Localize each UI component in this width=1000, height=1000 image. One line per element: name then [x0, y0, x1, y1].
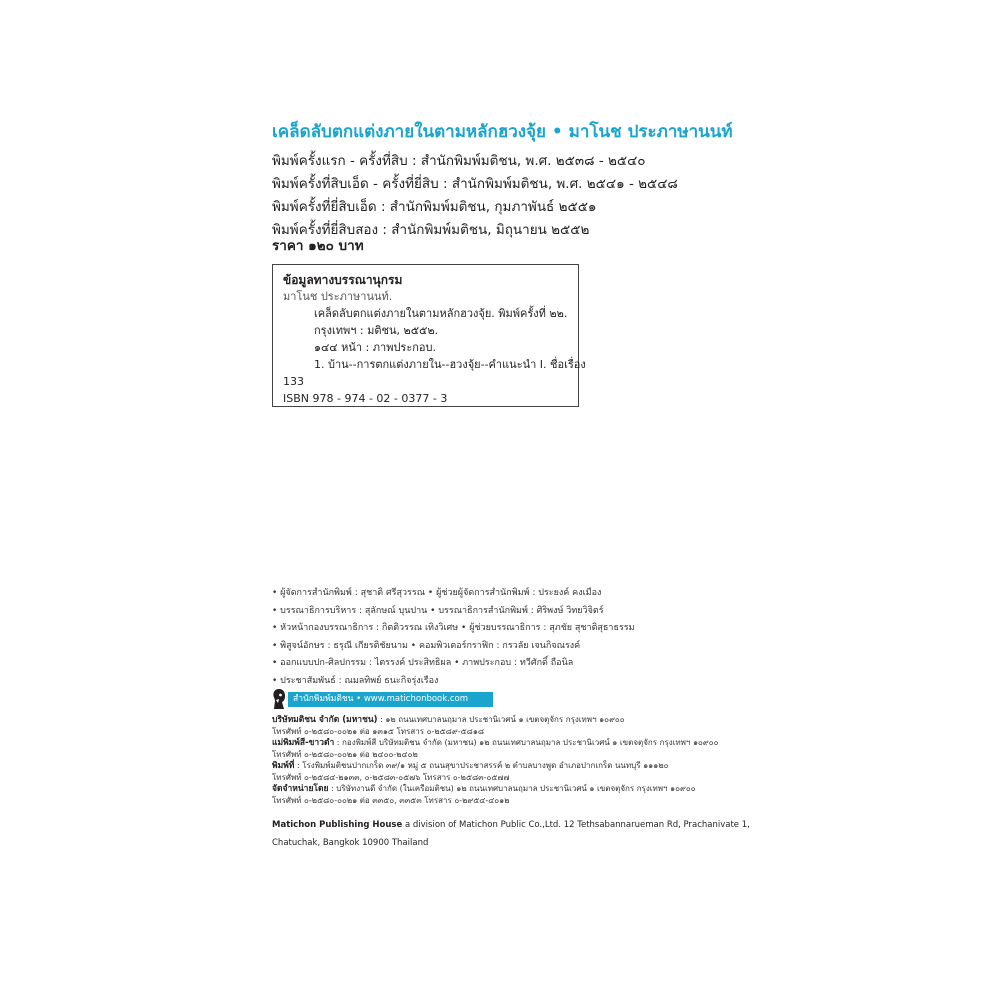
edition-line: พิมพ์ครั้งแรก - ครั้งที่สิบ : สำนักพิมพ์มติชน, พ.ศ. ๒๕๓๘ - ๒๕๔๐ [272, 153, 646, 169]
english-imprint-line [272, 816, 750, 834]
credit-line: • ประชาสัมพันธ์ : ณมลทิพย์ ธนะกิจรุ่งเรือง [272, 675, 439, 686]
edition-history [272, 150, 972, 242]
edition-line: พิมพ์ครั้งที่ยี่สิบสอง : สำนักพิมพ์มติชน, มิถุนายน ๒๕๕๒ [272, 222, 590, 238]
address-label: บริษัทมติชน จำกัด (มหาชน) [272, 715, 378, 725]
credit-line: • ออกแบบปก-ศิลปกรรม : ไตรรงค์ ประสิทธิผล • ภาพประกอบ : ทวีศักดิ์ ถือนิล [272, 658, 574, 669]
address-line [272, 749, 732, 760]
address-text: : กองพิมพ์สี บริษัทมติชน จำกัด (มหาชน) ๑๒ ถนนเทศบาลนฤมาล ประชานิเวศน์ ๑ เขตจตุจักร กรุงเทพฯ ๑๐๙๐๐ [334, 738, 719, 747]
cip-subject-line: 1. บ้าน--การตกแต่งภายใน--ฮวงจุ้ย--คำแนะนำ I. ชื่อเรื่อง [314, 358, 586, 371]
cip-isbn: ISBN 978 - 974 - 02 - 0377 - 3 [283, 392, 448, 405]
address-label: แม่พิมพ์สี-ขาวดำ [272, 738, 335, 748]
cip-heading: ข้อมูลทางบรรณานุกรม [283, 273, 403, 287]
credit-line: • พิสูจน์อักษร : ธรุณี เกียรติชัยนาม • คอมพิวเตอร์กราฟิก : กรวลัย เจนกิจณรงค์ [272, 640, 581, 651]
address-line [272, 714, 732, 726]
address-line [272, 737, 732, 749]
address-label: จัดจำหน่ายโดย [272, 784, 329, 794]
publisher-addresses [272, 714, 732, 806]
address-text: โทรศัพท์ ๐-๒๕๘๐-๐๐๒๑ ต่อ ๒๔๐๐-๒๔๐๒ [272, 750, 418, 759]
cataloging-data-box [272, 264, 586, 407]
credit-line: • หัวหน้ากองบรรณาธิการ : กิตติวรรณ เทิงวิเศษ • ผู้ช่วยบรรณาธิการ : สุภชัย สุชาติสุธาธรรม [272, 623, 635, 634]
address-line [272, 726, 732, 737]
book-title: เคล็ดลับตกแต่งภายในตามหลักฮวงจุ้ย • มาโนช ประภาษานนท์ [272, 122, 733, 142]
credit-line: • บรรณาธิการบริหาร : สุลักษณ์ บุนปาน • บรรณาธิการสำนักพิมพ์ : ศิริพงษ์ วิทยวิจิตร์ [272, 605, 604, 616]
address-line [272, 783, 732, 795]
cip-title-line: เคล็ดลับตกแต่งภายในตามหลักฮวงจุ้ย. พิมพ์ครั้งที่ ๒๒. [314, 307, 568, 320]
address-text: : ๑๒ ถนนเทศบาลนฤมาล ประชานิเวศน์ ๑ เขตจตุจักร กรุงเทพฯ ๑๐๙๐๐ [377, 715, 625, 724]
cip-author: มาโนช ประภาษานนท์. [283, 290, 393, 303]
edition-line: พิมพ์ครั้งที่ยี่สิบเอ็ด : สำนักพิมพ์มติชน, กุมภาพันธ์ ๒๕๕๑ [272, 199, 597, 215]
english-address-part2: Chatuchak, Bangkok 10900 Thailand [272, 838, 429, 848]
publisher-banner: สำนักพิมพ์มติชน • www.matichonbook.com [288, 692, 493, 707]
address-text: : บริษัทงานดี จำกัด (ในเครือมติชน) ๑๒ ถนนเทศบาลนฤมาล ประชานิเวศน์ ๑ เขตจตุจักร กรุงเทพฯ ๑๐๙๐๐ [328, 784, 696, 793]
address-line [272, 795, 732, 806]
publisher-logo-row [272, 688, 492, 712]
address-text: : โรงพิมพ์มติชนปากเกร็ด ๓๙/๑ หมู่ ๕ ถนนสุขาประชาสรรค์ ๒ ตำบลบางพูด อำเภอปากเกร็ด นนทบุรี ๑๑๑๒๐ [294, 761, 669, 770]
address-text: โทรศัพท์ ๐-๒๕๘๐-๐๐๒๑ ต่อ ๓๓๕๐, ๓๓๕๓ โทรสาร ๐-๒๙๕๔-๔๐๑๒ [272, 796, 510, 805]
publisher-name-en: Matichon Publishing House [272, 820, 403, 830]
english-imprint [272, 816, 750, 852]
cip-pages-line: ๑๔๔ หน้า : ภาพประกอบ. [314, 341, 436, 354]
address-text: โทรศัพท์ ๐-๒๕๘๔-๒๑๓๓, ๐-๒๕๘๓-๐๕๗๖ โทรสาร ๐-๒๕๘๓-๐๕๗๗ [272, 773, 510, 782]
publisher-logo-icon [272, 688, 286, 710]
price: ราคา ๑๒๐ บาท [272, 238, 364, 254]
address-line [272, 772, 732, 783]
address-line [272, 760, 732, 772]
address-label: พิมพ์ที่ [272, 761, 295, 771]
edition-line: พิมพ์ครั้งที่สิบเอ็ด - ครั้งที่ยี่สิบ : สำนักพิมพ์มติชน, พ.ศ. ๒๕๔๑ - ๒๕๔๘ [272, 176, 678, 192]
staff-credits [272, 585, 732, 691]
english-address-part1: a division of Matichon Public Co.,Ltd. 12 Tethsabannarueman Rd, Prachanivate 1, [402, 820, 750, 830]
cip-class-number: 133 [283, 375, 304, 388]
address-text: โทรศัพท์ ๐-๒๕๘๐-๐๐๒๑ ต่อ ๑๓๑๕ โทรสาร ๐-๒๕๘๙-๕๘๑๘ [272, 727, 485, 736]
cip-publisher-line: กรุงเทพฯ : มติชน, ๒๕๕๒. [314, 324, 439, 337]
credit-line: • ผู้จัดการสำนักพิมพ์ : สุชาติ ศรีสุวรรณ • ผู้ช่วยผู้จัดการสำนักพิมพ์ : ประยงค์ คงเมือง [272, 588, 602, 598]
